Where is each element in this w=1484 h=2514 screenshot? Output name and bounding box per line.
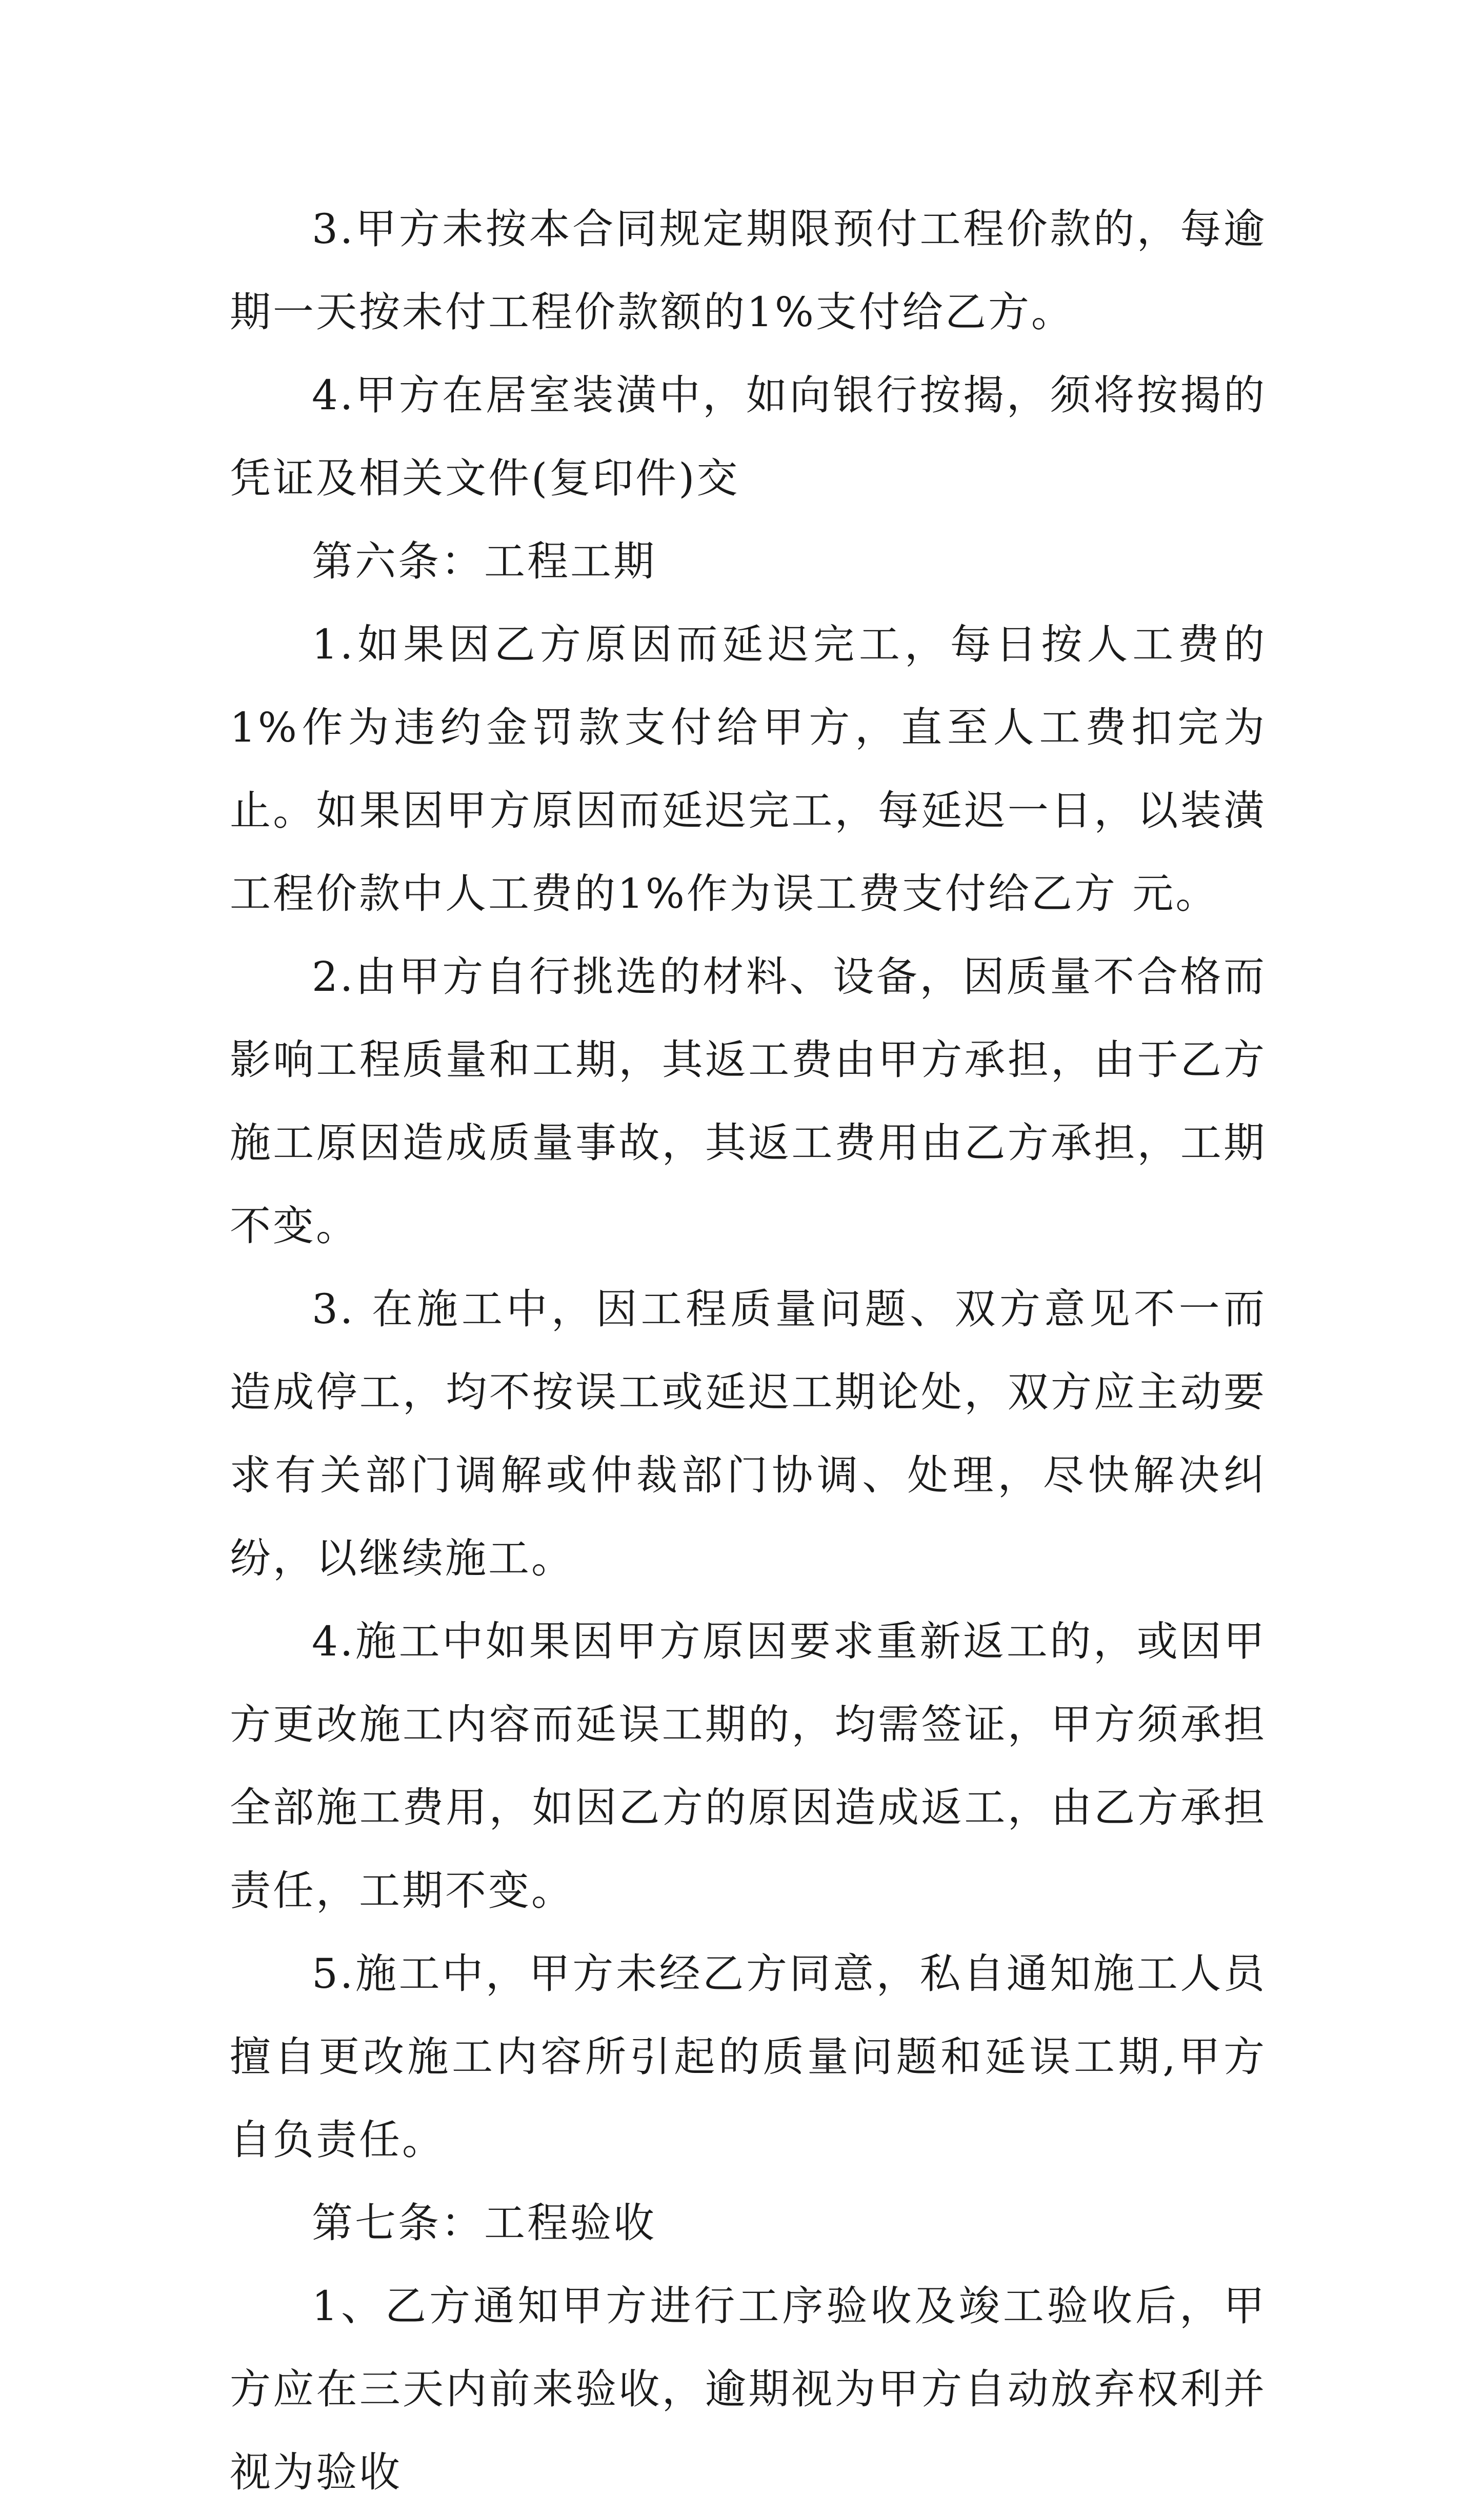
paragraph-4: 2.由甲方自行挑选的材料、设备，因质量不合格而影响工程质量和工期，其返工费由甲方承担，由于乙方施工原因造成质量事故，其返工费用由乙方承担，工期不变。 — [230, 953, 1267, 1250]
paragraph-8: 1、乙方通知甲方进行工序验收及竣工验收后，甲方应在三天内前来验收，逾期视为甲方自动放弃权利并视为验收 — [230, 2282, 1267, 2496]
paragraph-1: 3.甲方未按本合同规定期限预付工程价款的，每逾期一天按未付工程价款额的1%支付给乙方。 — [230, 205, 1267, 336]
paragraph-6: 4.施工中如果因甲方原因要求重新返工的，或因甲方更改施工内容而延误工期的，均需签证，甲方须承担全部施工费用，如因乙方的原因造成返工，由乙方承担责任，工期不变。 — [230, 1618, 1267, 1914]
section-heading-7: 第七条：工程验收 — [312, 2199, 656, 2247]
paragraph-5: 3. 在施工中，因工程质量问题、双方意见不一而造成停工，均不按误工或延迟工期论处，双方应主动要求有关部门调解或仲裁部门协调、处理，尽快解决纠纷，以继续施工。 — [230, 1285, 1267, 1582]
paragraph-7: 5.施工中，甲方未经乙方同意，私自通知施工人员擅自更改施工内容所引起的质量问题和延误工期,甲方自负责任。 — [230, 1950, 1267, 2164]
document-body — [230, 188, 1267, 2514]
section-heading-6: 第六条：工程工期 — [312, 537, 656, 585]
paragraph-2: 4.甲方在居室装潢中，如向银行按揭，须将按揭的凭证及相关文件(复印件)交 — [230, 371, 1267, 502]
paragraph-3: 1.如果因乙方原因而延迟完工，每日按人工费的1%作为违约金罚款支付给甲方，直至人工费扣完为止。如果因甲方原因而延迟完工，每延迟一日，以装潢工程价款中人工费的1%作为误工费支付给乙方 元。 — [230, 621, 1267, 917]
